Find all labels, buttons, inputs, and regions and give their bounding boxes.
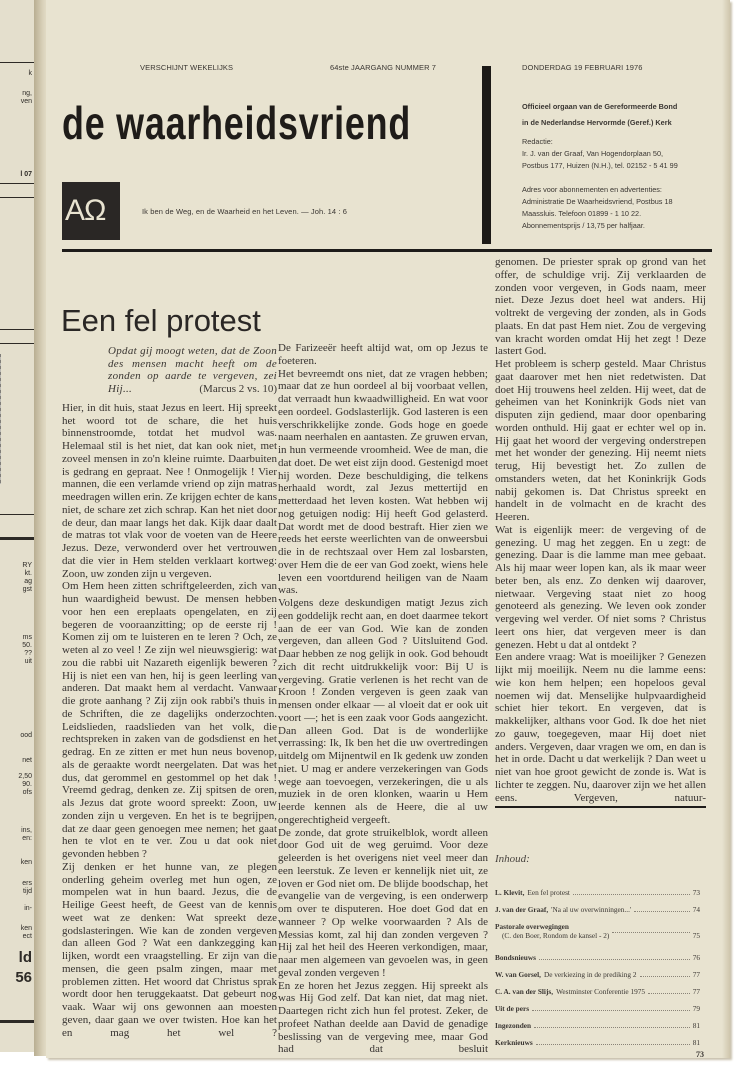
contents-page: 77 [692,970,700,979]
editor-line: Postbus 177, Huizen (N.H.), tel. 02152 - 5 41 99 [522,161,678,170]
column-end-rule [495,806,706,808]
admin-line: Abonnementsprijs / 13,75 per halfjaar. [522,221,645,230]
contents-item[interactable] [495,1004,700,1013]
adjacent-box [0,197,35,330]
fragment: gst [22,586,32,593]
contents-heading: Inhoud: [495,853,530,865]
fragment: kt. [24,570,32,577]
paragraph: genomen. De priester sprak op grond van het offer, de schuldige vrij. Zij verklaarden de zonden voor vergeven, in Gods naam, meer niet. Deze Jezus doet heel wat anders. Hij voltrekt de vergeving der zonden, als in Gods plaats. En dat past Hem niet. Zou de vergeving van kracht worden omdat Hij het zegt ! Deze lastert God. [495,256,706,358]
fragment: 2,50 [18,773,32,780]
paragraph: De Farizeeër heeft altijd wat, om op Jezus te foeteren. [278,342,488,367]
fragment: 50. [22,642,32,649]
fragment: ofs [22,789,32,796]
epigraph [108,345,277,396]
contents-item[interactable] [495,987,700,996]
editor-line: Ir. J. van der Graaf, Van Hogendorplaan 50, [522,149,664,158]
article-title: Een fel protest [61,303,261,338]
publisher-info [522,101,678,232]
fragment: ld [18,949,32,966]
contents-page: 81 [692,1021,700,1030]
fragment: ng, [22,90,32,97]
admin-line: Adres voor abonnementen en advertenties: [522,185,662,194]
paragraph: Het probleem is scherp gesteld. Maar Christus gaat daarover met hen niet redetwisten. Dat doet Hij trouwens heel zelden. Hij weet, dat de geheimen van het Koninkrijk Gods niet van disputen zijn gediend, maar door openbaring worden onthuld. Hij gaat er echter wel op in. Hij gaat het woord der vergeving onderstrepen met het wonder der genezing. Hij neemt niets terug, Hij bevestigt het. Zo zullen de omstanders weten, dat het Koninkrijk Gods nabij gekomen is. Dat Christus spreekt en handelt in de volmacht en de kracht des Heeren. [495,358,706,523]
paragraph: En ze horen het Jezus zeggen. Hij spreekt als was Hij God zelf. Dat kan niet, dat mag niet. Daartegen richt zich hun fel protest. Zeker, de profeet Nathan deelde aan David de genadige beslissing van de vergeving mee, maar God had dat besluit [278,979,488,1056]
adjacent-image-box [0,343,35,515]
contents-item[interactable] [495,905,700,914]
contents-item[interactable] [495,970,700,979]
contents-item[interactable] [495,888,700,897]
fragment: tijd [23,888,32,895]
page-edge-shadow [722,0,730,1058]
contents-author: L. Klevit, [495,888,525,897]
admin-line: Administratie De Waarheidsvriend, Postbus 18 [522,197,673,206]
contents-author: Pastorale overwegingen [495,922,569,931]
contents-author: Ingezonden [495,1021,532,1030]
frequency-label: VERSCHIJNT WEKELIJKS [140,63,234,72]
fragment: ag [24,578,32,585]
fragment: ?? [24,650,32,657]
organ-line: Officieel orgaan van de Gereformeerde Bond [522,102,678,111]
contents-author: Bondsnieuws [495,953,536,962]
fragment: ers [22,880,32,887]
contents-title: Westminster Conferentie 1975 [556,987,646,996]
contents-page: 76 [692,953,700,962]
engraving-image [0,354,1,484]
column-1-flow [62,345,277,1039]
paragraph: Wat is eigenlijk meer: de vergeving of de genezing. U mag het zeggen. En u zegt: de genezing. Daar is die lamme man mee gebaat. Als hij maar weer lopen kan, als ik maar weer beter ben, als enz. Zo denken wij daarover, nietwaar. Vergeving staat niet zo hoog genoteerd als genezing. We leven ook zonder vergeving wel verder. Of niet soms ? Christus leert ons hier, dat vergeven meer is dan genezen. Hebt u dat al ontdekt ? [495,523,706,651]
fragment: en: [22,835,32,842]
fragment: net [22,757,32,764]
header-rule [62,249,712,252]
page-number: 73 [696,1050,704,1059]
contents-item[interactable] [495,1038,700,1047]
contents-item[interactable] [495,953,700,962]
fragment: 56 [15,969,32,986]
article-column-2 [278,342,488,1056]
contents-page: 75 [692,931,700,940]
header-divider-bar [482,66,491,244]
epigraph-text: Opdat gij moogt weten, dat de Zoon des mensen macht heeft om de zonden op aarde te vergeven, zei Hij... [108,345,277,396]
contents-page: 74 [692,905,700,914]
fragment: in- [24,905,32,912]
fragment: ins, [21,827,32,834]
contents-page: 77 [692,987,700,996]
contents-page: 73 [692,888,700,897]
paragraph: Zij denken er het hunne van, ze plegen onderling geheim overleg met hun ogen, ze mompelen wat in hun baard. Jezus, die de Heilige Geest heeft, de Geest van de kennis weet wat ze denken: Wat spreekt deze godslasteringen. Wie kan de zonden vergeven dan alleen God ? Wat een dankzegging kan lijken, wordt een vraagstelling. Er zijn van die mensen, die geen psalm zingen, maar met problemen zitten. Het woord dat Christus sprak wordt door hen teruggekaatst. Dat gebeurt nog vaak. Waar wij ons gewonnen aan moesten geven, daar gaan we over twisten. Hoe kan het en mag het wel ? [62,860,277,1039]
contents-author: C. A. van der Slijs, [495,987,554,996]
contents-page: 81 [692,1038,700,1047]
organ-line: in de Nederlandse Hervormde (Geref.) Kerk [522,118,672,127]
editor-label: Redactie: [522,137,553,146]
fragment: k [28,70,32,77]
paragraph: Hier, in dit huis, staat Jezus en leert. Hij spreekt het woord tot de schare, die het huis binnenstroomde, totdat het mudvol was. Helemaal stil is het niet, dat kan ook niet, met zoveel mensen in zo'n kleine ruimte. Daarbuiten is gedrang en gepraat. Nee ! Onmogelijk ! Vier mannen, die een verlamde vriend op zijn matras meedragen willen erin. Ze krijgen echter de kans niet, de schare zet zich schrap. Kan het niet door de deur, dan maar langs het dak. Kijk daar daalt de matras tot vlak voor de voeten van de Heere Jezus. Deze, verwonderd over het vertrouwen dat die vier in Hem stelden verklaart kortweg: Zoon, uw zonden zijn u vergeven. [62,401,278,580]
fragment: ken [20,859,32,866]
volume-label: 64ste JAARGANG NUMMER 7 [330,63,437,72]
paragraph: De zonde, dat grote struikelblok, wordt alleen door God uit de weg geruimd. Voor deze geleerden is het overigens niet veel meer dan een leerstuk. Ze leven er kennelijk niet uit, ze loven er God niet om. De blijde boodschap, het evangelie van de vergeving, is een onderwerp om over te disputeren. Hoe doet God dat en wanneer ? Op welke voorwaarden ? Als de Messias komt, zal hij dan zonden vergeven ? Hij zal het heil des Heeren verkondigen, maar, naar men algemeen van gevoelen was, in geen geval zonden vergeven ! [278,826,488,979]
contents-author: W. van Gorsel, [495,970,541,979]
fragment: 90. [22,781,32,788]
paragraph: Om Hem heen zitten schriftgeleerden, zich van hun waardigheid bewust. De mensen hebben voor hen een ereplaats opengelaten, en zij begeren de vooraanzitting; op de eerste rij ! Komen zij om te luisteren en te leren ? Och, ze weten al zo veel ! Ze zijn wel nieuwsgierig: wat zou die rabbi uit Nazareth eigenlijk beweren ? Hij is niet een van hen, hij is geen leerling van anderen. Dat maakt hem al verdacht. Vanwaar die grote aanhang ? Zij zijn ook rabbi's thuis in de Schriften, die ze dagelijks onderzochten. Leidslieden, raadslieden van het volk, die rechtspreken in zaken van de godsdienst en het gedrag. En ze zitten er met hun neus bovenop, als de geraakte wordt neergelaten. Dat was het dus, dat gerommel en gestommel op het dak ! Vreemd gedrag, denken ze. Zij spitsen de oren, als Jezus dat grote woord spreekt: Zoon, uw zonden zijn u vergeven. En het is te begrijpen, dat ze daar geen genoegen mee nemen; het gaat hen te vlot en te ver. Zou u dat ook niet gevonden hebben ? [62,580,277,861]
contents-title: 'Na al uw overwinningen...' [551,905,632,914]
adjacent-box [0,62,35,184]
column-3-flow [495,256,706,808]
contents-title-wrap [495,931,700,940]
fragment: l 07 [20,171,32,178]
fragment: ken [20,925,32,932]
article-column-1 [62,402,277,1040]
article-column-3 [495,256,706,804]
contents-author: Uit de pers [495,1004,530,1013]
paragraph: Volgens deze deskundigen matigt Jezus zich een goddelijk recht aan, en doet daarmee tekort aan de eer van God. Wie kan de zonden vergeven, dan alleen God ? Uitsluitend God. Daar hebben ze nog gelijk in ook. God behoudt zich dit recht uitdrukkelijk voor: Bij U is vergeving. Gratie verlenen is het recht van de Kroon ! Zonden vergeven is geen zaak van mensen onder elkaar — al vloeit dat er ook uit voort —; het is een zaak voor Gods aangezicht. Dan alleen God. Dat is de wonderlijke verrassing: Ik, Ik ben het die uw overtredingen uitdelg om Mijnentwil en Ik gedenk uw zonden niet. U mag er andere verzekeringen van Gods wege aan toevoegen, verzekeringen, die u als muziek in de oren klonken, waarin u Hem leerde kennen als de Heere, die al uw ongerechtigheid vergeeft. [278,597,488,826]
newspaper-page [46,0,730,1058]
motto: Ik ben de Weg, en de Waarheid en het Leven. — Joh. 14 : 6 [142,207,347,216]
contents-item[interactable] [495,1021,700,1030]
fragment: uit [24,658,32,665]
fragment: ood [20,732,32,739]
contents-title: Een fel protest [527,888,570,897]
admin-line: Maassluis. Telefoon 01899 - 1 10 22. [522,209,642,218]
contents-title: (C. den Boer, Rondom de kansel - 2) [502,931,610,940]
epigraph-reference: (Marcus 2 vs. 10) [199,383,277,396]
fragment: ms [22,634,32,641]
paragraph: Het bevreemdt ons niet, dat ze vragen hebben; maar dat ze hun oordeel al bij voorbaat vellen, dat verraadt hun kwaadwilligheid. En wat voor een oordeel. Godslasterlijk. God lasteren is een verschrikkelijke zonde. Gods hoge en goede naam neerhalen en aantasten. Ze gruwen ervan, in hun vermeende vroomheid. Wee de man, die dat doet. De wet eist zijn dood. Gestenigd moet hij worden. Deze beschuldiging, die telkens herhaald wordt, zal Jezus mettertijd en metterdaad het leven kosten. Wat hebben wij nog getuigen nodig: Hij heeft God gelasterd. Dat wordt met de dood bestraft. Hier zien we reeds het eerste weerlichten van de onweersbui die in de rechtszaal over Hem zal losbarsten, over Hem die de eer van God zoekt, wiens hele leven een voortdurend heiligen van de Naam was. [278,367,488,597]
fragment: RY [22,562,32,569]
paragraph: Een andere vraag: Wat is moeilijker ? Genezen lijkt mij moeilijk. Neem nu die lamme eens: wie kon hem helpen; een hopeloos geval noemen wij dat. Menselijke hulpvaardigheid schiet hier tekort. En vergeven, dat is makkelijker, althans voor God. Ik doe het niet zo gauw, toegegeven, maar Hij doet niet anders. Vergeven, daar vragen we om, en dan is het in orde. Dacht u dat werkelijk ? Dan weet u niet van hoe groot gewicht de zonde is. Wat is lichter te zeggen. Nu, daarover zijn we het allen eens. Vergeven, natuur- [495,651,706,804]
adjacent-page-strip [0,0,36,1052]
alpha-omega-logo: AΩ [62,182,120,240]
table-of-contents [495,880,706,1050]
issue-date: DONDERDAG 19 FEBRUARI 1976 [522,63,643,72]
contents-author: J. van der Graaf, [495,905,549,914]
contents-item[interactable] [495,922,700,940]
fragment: ven [20,98,32,105]
fragment: ect [22,933,32,940]
masthead-title: de waarheidsvriend [62,97,412,149]
contents-page: 79 [692,1004,700,1013]
contents-title: De verkiezing in de prediking 2 [543,970,637,979]
contents-author: Kerknieuws [495,1038,533,1047]
